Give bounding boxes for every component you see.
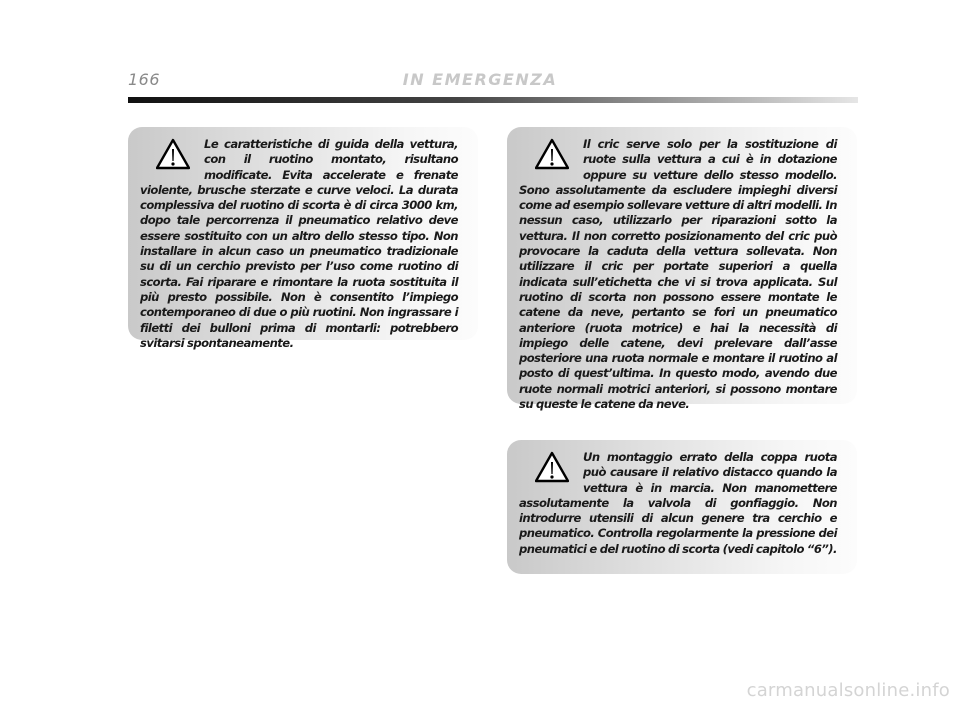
warning-triangle-icon	[535, 138, 569, 170]
warning-text: Un montaggio errato della coppa ruota può causare il relativo distacco quando la vettura è in marcia. Non manomettere assolutamente la valvola di gonfiaggio. Non introdurre utensili di alcun genere tra cerchio e pneumatico. Controlla regolarmente la pressione dei pneumatici e del ruotino di scorta (vedi capitolo “6”).	[519, 450, 837, 556]
warning-text: Le caratteristiche di guida della vettura, con il ruotino montato, risultano modificate. Evita accelerate e frenate violente, brusche sterzate e curve veloci. La durata complessiva del ruotino di scorta è di circa 3000 km, dopo tale percorrenza il pneumatico relativo deve essere sostituito con un altro dello stesso tipo. Non installare in alcun caso un pneumatico tradizionale su di un cerchio previsto per l’uso come ruotino di scorta. Fai riparare e rimontare la ruota sostituita il più presto possibile. Non è consentito l’impiego contemporaneo di due o più ruotini. Non ingrassare i filetti dei bulloni prima di montarli: potrebbero svitarsi spontaneamente.	[140, 137, 458, 350]
section-title: IN EMERGENZA	[402, 70, 558, 89]
warning-text: Il cric serve solo per la sostituzione di ruote sulla vettura a cui è in dotazione oppure su vetture dello stesso modello. Sono assolutamente da escludere impieghi diversi come ad esempio sollevare vetture di altri modelli. In nessun caso, utilizzarlo per riparazioni sotto la vettura. Il non corretto posizionamento del cric può provocare la caduta della vettura sollevata. Non utilizzare il cric per portate superiori a quella indicata sull’etichetta che vi si trova applicata. Sul ruotino di scorta non possono essere montate le catene da neve, pertanto se fori un pneumatico anteriore (ruota motrice) e hai la necessità di impiego delle catene, devi prelevare dall’asse posteriore una ruota normale e montare il ruotino al posto di quest’ultima. In questo modo, avendo due ruote normali motrici anteriori, si possono montare su queste le catene da neve.	[519, 137, 837, 412]
watermark: carmanualsonline.info	[746, 680, 950, 701]
header-rule	[128, 97, 858, 103]
page-number: 166	[128, 70, 161, 89]
warning-box-jack	[507, 127, 857, 412]
warning-triangle-icon	[156, 138, 190, 170]
warning-box-wheel-cap	[507, 440, 857, 574]
warning-triangle-icon	[535, 451, 569, 483]
warning-box-spare-wheel	[128, 127, 478, 350]
